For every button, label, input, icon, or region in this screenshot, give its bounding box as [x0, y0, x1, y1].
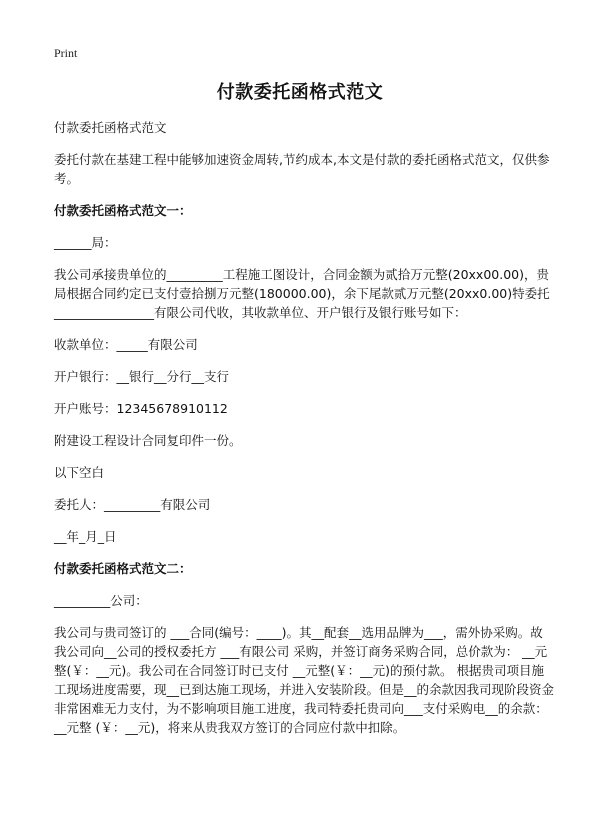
document-body	[54, 118, 554, 750]
doc-subtitle: 付款委托函格式范文	[54, 120, 167, 135]
sample2-salutation: _________公司：	[54, 593, 148, 608]
page-title: 付款委托函格式范文	[216, 82, 384, 103]
sample1-salutation: ______局：	[54, 235, 117, 250]
sample1-principal: 委托人：_________有限公司	[54, 497, 211, 512]
doc-intro: 委托付款在基建工程中能够加速资金周转,节约成本,本文是付款的委托函格式范文，仅供参考。	[54, 152, 550, 186]
sample2-body: 我公司与贵司签订的 ___合同(编号：____)。其__配套__选用品牌为___，需外协采购。故我公司向__公司的授权委托方 ___有限公司 采购，并签订商务采购合同，总价款为： __元整(￥：__元)。我公司在合同签订时已支付 __元整(￥：__元)的预付款。 根据贵司项目施工现场进度需要，现__已到达施工现场，并进入安装阶段。但是__的余款因我司现阶段资金非常困难无力支付，为不影响项目施工进度，我司特委托贵司向___支付采购电__的余款： __元整 (￥：__元)，将来从贵我双方签订的合同应付款中扣除。	[54, 625, 555, 735]
sample1-bank: 开户银行：__银行__分行__支行	[54, 369, 230, 384]
sample1-payee: 收款单位：_____有限公司	[54, 337, 198, 352]
sample1-heading: 付款委托函格式范文一：	[54, 203, 192, 218]
sample1-attachment: 附建设工程设计合同复印件一份。	[54, 433, 242, 448]
print-link[interactable]: Print	[54, 46, 78, 60]
sample2-heading: 付款委托函格式范文二：	[54, 561, 192, 576]
sample1-blank-note: 以下空白	[54, 465, 105, 480]
sample1-account: 开户账号：12345678910112	[54, 401, 228, 416]
sample1-body: 我公司承接贵单位的_________工程施工图设计，合同金额为贰拾万元整(20xx00.00)，贵局根据合同约定已支付壹拾捌万元整(180000.00)，余下尾款贰万元整(20xx0.00)特委托________________有限公司代收，其收款单位、开户银行及银行账号如下：	[54, 267, 550, 320]
sample1-date: __年_月_日	[54, 529, 117, 544]
